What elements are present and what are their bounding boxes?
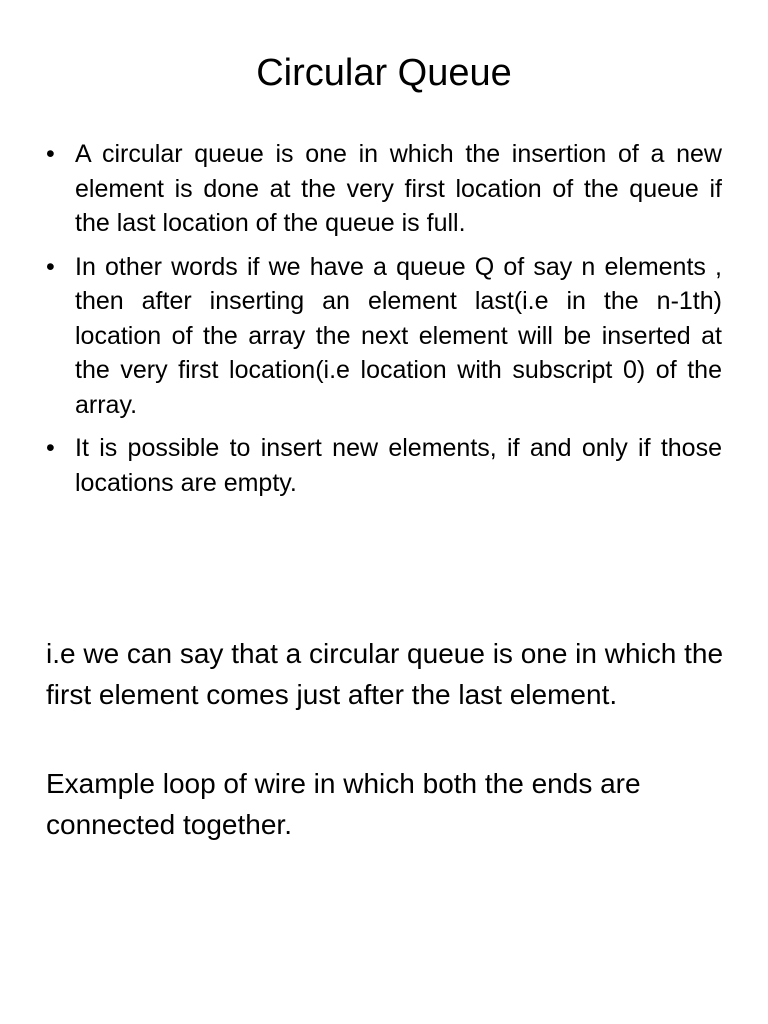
bullet-text: It is possible to insert new elements, if and only if those locations are empty. [75, 434, 722, 497]
example-paragraph: Example loop of wire in which both the ends are connected together. [46, 768, 641, 840]
bullet-icon: • [46, 434, 55, 462]
summary-paragraph: i.e we can say that a circular queue is one in which the first element comes just after the last element. [46, 638, 724, 710]
bullet-icon: • [46, 252, 55, 281]
bullet-item [46, 137, 722, 241]
bullet-text: A circular queue is one in which the insertion of a new element is done at the very first location of the queue if the last location of the queue is full. [75, 140, 722, 237]
bullet-item [46, 431, 722, 500]
bullet-item [46, 250, 722, 423]
slide-title: Circular Queue [256, 52, 512, 94]
bullet-list [46, 137, 722, 509]
bullet-icon: • [46, 140, 55, 168]
bullet-text: In other words if we have a queue Q of say n elements , then after inserting an element last(i.e in the n-1th) location of the array the next element will be inserted at the very first location(i.e location with subscript 0) of the array. [75, 252, 722, 419]
